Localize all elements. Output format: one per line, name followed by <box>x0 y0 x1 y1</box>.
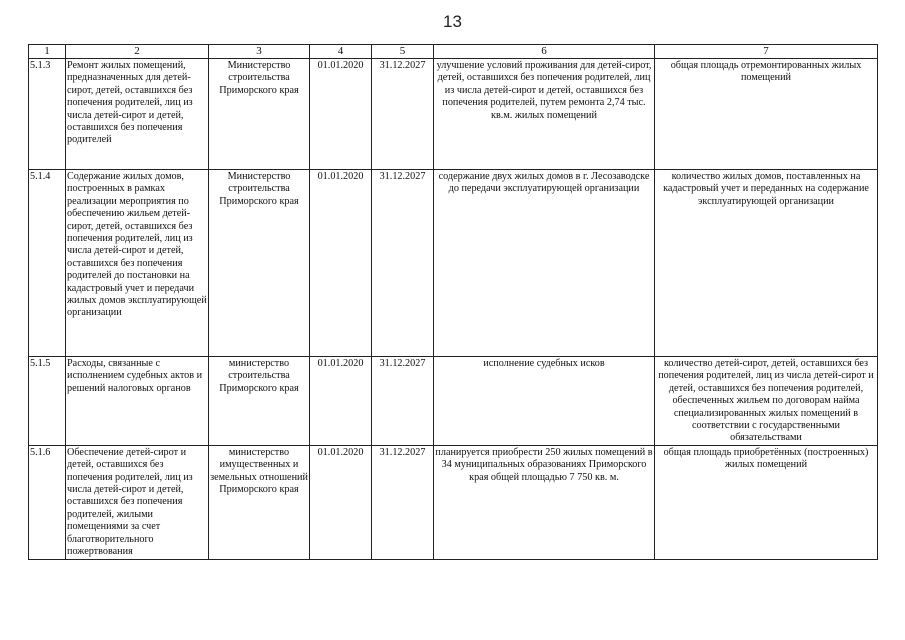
page-number: 13 <box>443 12 462 31</box>
column-header: 6 <box>434 45 655 59</box>
column-header: 5 <box>372 45 434 59</box>
item-name: Обеспечение детей-сирот и детей, оставшихся без попечения родителей, лиц из числа детей-сирот и детей, оставшихся без попечения родителей, жилыми помещениями за счет благотворительного пожертвования <box>66 445 209 559</box>
item-start-date: 01.01.2020 <box>310 357 372 446</box>
column-number-row <box>29 45 878 59</box>
item-start-date: 01.01.2020 <box>310 59 372 170</box>
column-header: 7 <box>655 45 878 59</box>
item-result: содержание двух жилых домов в г. Лесозаводске до передачи эксплуатирующей организации <box>434 170 655 357</box>
item-indicator: количество детей-сирот, детей, оставшихся без попечения родителей, лиц из числа детей-сирот и детей, оставшихся без попечения родителей, обеспеченных жильем по договорам найма специализированных жилых помещений в соответствии с государственными обязательствами <box>655 357 878 446</box>
column-header: 2 <box>66 45 209 59</box>
item-start-date: 01.01.2020 <box>310 445 372 559</box>
item-end-date: 31.12.2027 <box>372 170 434 357</box>
item-executor: министерство имущественных и земельных отношений Приморского края <box>209 445 310 559</box>
item-number: 5.1.3 <box>29 59 66 170</box>
item-name: Ремонт жилых помещений, предназначенных для детей-сирот, детей, оставшихся без попечения родителей, лиц из числа детей-сирот и детей, оставшихся без попечения родителей <box>66 59 209 170</box>
item-number: 5.1.6 <box>29 445 66 559</box>
item-end-date: 31.12.2027 <box>372 357 434 446</box>
item-indicator: общая площадь отремонтированных жилых помещений <box>655 59 878 170</box>
item-name: Содержание жилых домов, построенных в рамках реализации мероприятия по обеспечению жильем детей-сирот, детей, оставшихся без попечения родителей, лиц из числа детей-сирот и детей, оставшихся без попечения родителей до постановки на кадастровый учет и передачи жилых домов эксплуатирующей организации <box>66 170 209 357</box>
column-header: 3 <box>209 45 310 59</box>
table-row <box>29 170 878 357</box>
item-executor: Министерство строительства Приморского края <box>209 59 310 170</box>
table-row <box>29 357 878 446</box>
item-indicator: общая площадь приобретённых (построенных) жилых помещений <box>655 445 878 559</box>
item-indicator: количество жилых домов, поставленных на кадастровый учет и переданных на содержание эксплуатирующей организации <box>655 170 878 357</box>
column-header: 4 <box>310 45 372 59</box>
item-number: 5.1.4 <box>29 170 66 357</box>
column-header: 1 <box>29 45 66 59</box>
measures-table <box>28 44 878 560</box>
item-executor: министерство строительства Приморского края <box>209 357 310 446</box>
item-end-date: 31.12.2027 <box>372 59 434 170</box>
item-executor: Министерство строительства Приморского края <box>209 170 310 357</box>
item-result: улучшение условий проживания для детей-сирот, детей, оставшихся без попечения родителей, лиц из числа детей-сирот и детей, оставшихся без попечения родителей, путем ремонта 2,74 тыс. кв.м. жилых помещений <box>434 59 655 170</box>
item-start-date: 01.01.2020 <box>310 170 372 357</box>
table-row <box>29 445 878 559</box>
item-name: Расходы, связанные с исполнением судебных актов и решений налоговых органов <box>66 357 209 446</box>
item-number: 5.1.5 <box>29 357 66 446</box>
table-row <box>29 59 878 170</box>
item-result: исполнение судебных исков <box>434 357 655 446</box>
item-end-date: 31.12.2027 <box>372 445 434 559</box>
item-result: планируется приобрести 250 жилых помещений в 34 муниципальных образованиях Приморского края общей площадью 7 750 кв. м. <box>434 445 655 559</box>
